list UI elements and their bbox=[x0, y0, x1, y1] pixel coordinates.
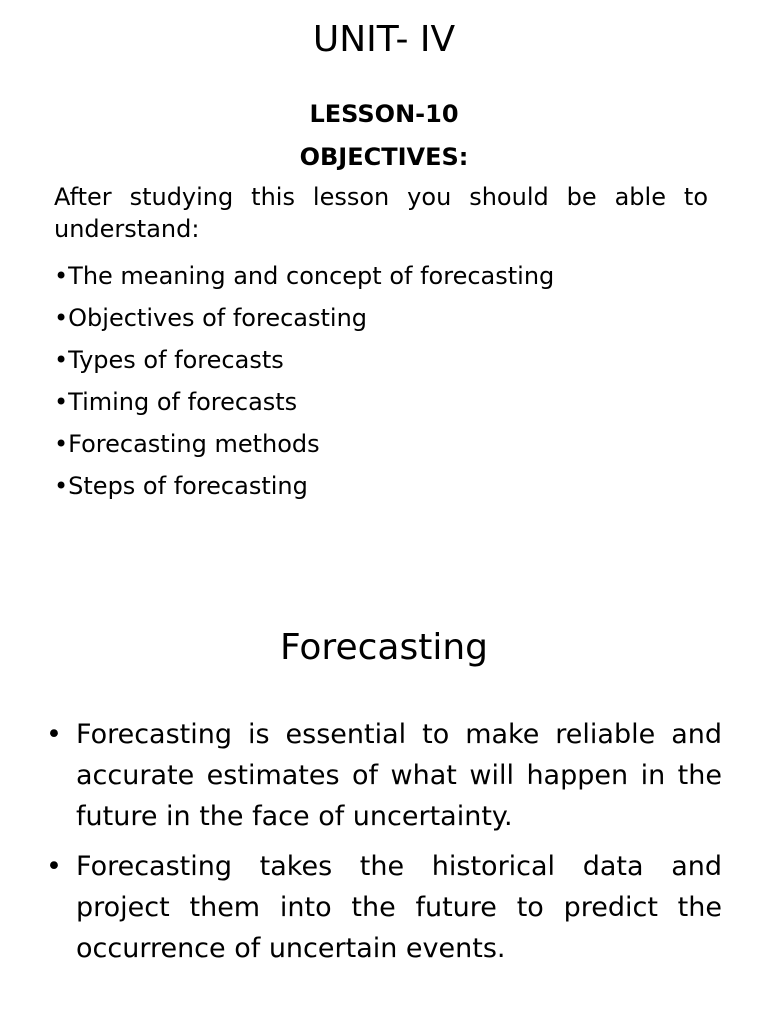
unit-title: UNIT- IV bbox=[312, 19, 456, 60]
section-title: Forecasting bbox=[279, 627, 488, 668]
lesson-number: LESSON-10 bbox=[309, 100, 459, 128]
intro-text: After studying this lesson you should be able to understand: bbox=[54, 183, 708, 243]
objective-item: •Steps of forecasting bbox=[54, 472, 308, 500]
objectives-heading: OBJECTIVES: bbox=[299, 143, 469, 171]
points-list bbox=[46, 714, 722, 978]
point-item bbox=[46, 846, 722, 969]
point-text: Forecasting takes the historical data and project them into the future to predict the occurrence of uncertain events. bbox=[76, 851, 722, 964]
objective-item: •Timing of forecasts bbox=[54, 388, 298, 416]
objective-item: •Forecasting methods bbox=[54, 430, 320, 458]
point-item bbox=[46, 714, 722, 837]
bullet-icon: • bbox=[46, 719, 62, 750]
objective-item: •Types of forecasts bbox=[54, 346, 284, 374]
objective-item: •The meaning and concept of forecasting bbox=[54, 262, 555, 290]
objectives-list bbox=[54, 255, 708, 507]
objective-item: •Objectives of forecasting bbox=[54, 304, 368, 332]
bullet-icon: • bbox=[46, 851, 62, 882]
point-text: Forecasting is essential to make reliable and accurate estimates of what will happen in the future in the face of uncertainty. bbox=[76, 719, 722, 832]
forecasting-slide bbox=[0, 560, 768, 1024]
